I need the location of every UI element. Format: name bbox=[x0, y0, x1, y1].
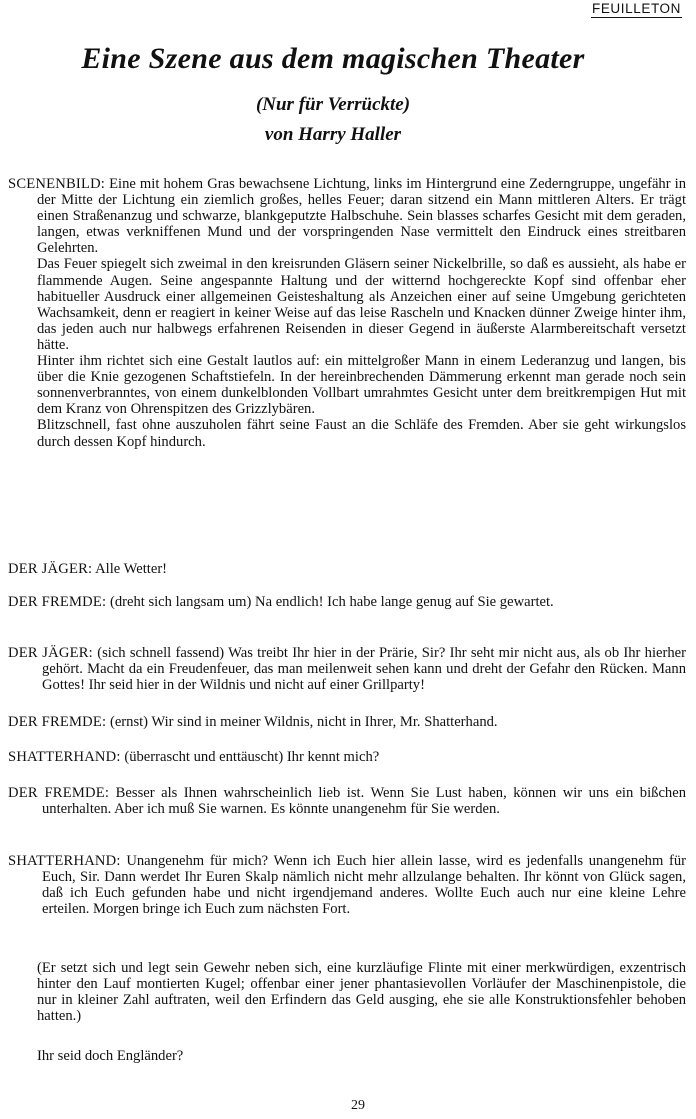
scene-text-1: Eine mit hohem Gras bewachsene Lichtung, links im Hintergrund eine Zederngruppe, ungefähr in der Mitte der Lichtung ein ziemlich großes, helles Feuer; daran sitzend ein Mann mittleren Alters. Er trägt einen Straßenanzug und schwarze, blankgeputzte Halbschuhe. Sein blasses scharfes Gesicht mit dem geraden, langen, etwas verkniffenen Mund und der vorspringenden Nase vermittelt den Eindruck eines streitbaren Gelehrten. bbox=[37, 176, 686, 257]
speaker: SHATTERHAND: bbox=[8, 749, 121, 765]
scene-paragraph-2: Das Feuer spiegelt sich zweimal in den kreisrunden Gläsern seiner Nickelbrille, so daß es aussieht, als habe er flammende Augen. Seine angespannte Haltung und der witternd hochgereckte Kopf sind offenbar eher habitueller Ausdruck einer allgemeinen Geisteshaltung als Anzeichen einer auf seine Umgebung gerichteten Wachsamkeit, denn er reagiert in keiner Weise auf das leise Rascheln und Knacken dünner Zweige hinter ihm, das jeden auch nur halbwegs erfahrenen Reisenden in dieser Gegend in äußerste Alarmbereitschaft versetzt hätte. bbox=[37, 256, 686, 353]
stage-direction: (Er setzt sich und legt sein Gewehr neben sich, eine kurzläufige Flinte mit einer merkwürdigen, exzentrisch hinter den Lauf montierten Kugel; offenbar einer jener phantasievollen Vorläufer der Maschinenpistole, die nur in kleiner Zahl auftraten, weil den Erfindern das Geld ausging, ehe sie alle Konstruktionsfehler behoben hatten.) bbox=[37, 960, 686, 1025]
speaker: DER FREMDE: bbox=[8, 714, 107, 730]
speaker: DER JÄGER: bbox=[8, 561, 93, 577]
scene-label: SCENENBILD: bbox=[8, 176, 106, 192]
speaker: DER FREMDE: bbox=[8, 594, 107, 610]
speech: Alle Wetter! bbox=[95, 561, 168, 577]
speech: (sich schnell fassend) Was treibt Ihr hier in der Prärie, Sir? Ihr seht mir nicht aus, als ob Ihr hierher gehört. Macht da ein Freudenfeuer, das man meilenweit sehen kann und dreht der Gefahr den Rücken. Mann Gottes! Ihr seid hier in der Wildnis und nicht auf einer Grillparty! bbox=[42, 645, 687, 694]
dialogue-line-6 bbox=[8, 785, 686, 817]
speaker: DER FREMDE: bbox=[8, 785, 110, 801]
speech: (überrascht und enttäuscht) Ihr kennt mich? bbox=[124, 749, 380, 765]
speaker: DER JÄGER: bbox=[8, 645, 93, 661]
page-number: 29 bbox=[351, 1098, 365, 1113]
article-byline: von Harry Haller bbox=[264, 124, 402, 145]
dialogue-line-4 bbox=[8, 714, 686, 730]
section-label: FEUILLETON bbox=[591, 1, 681, 16]
speech: (dreht sich langsam um) Na endlich! Ich habe lange genug auf Sie gewartet. bbox=[109, 594, 554, 610]
scene-description bbox=[8, 176, 686, 450]
scene-paragraph-4: Blitzschnell, fast ohne auszuholen fährt seine Faust an die Schläfe des Fremden. Aber sie geht wirkungslos durch dessen Kopf hindurch. bbox=[37, 417, 686, 450]
speaker: SHATTERHAND: bbox=[8, 853, 121, 869]
dialogue-line-3 bbox=[8, 645, 686, 693]
speech: (ernst) Wir sind in meiner Wildnis, nicht in Ihrer, Mr. Shatterhand. bbox=[109, 714, 498, 730]
dialogue-line-1 bbox=[8, 561, 686, 577]
speech: Unangenehm für mich? Wenn ich Euch hier allein lasse, wird es jedenfalls unangenehm für Euch, Sir. Dann werdet Ihr Euren Skalp nämlich nicht mehr allzulange behalten. Ihr könnt von Glück sagen, daß ich Euch gefunden habe und nicht irgendjemand anderes. Wollte Euch auch nur eine kleine Lehre erteilen. Morgen bringe ich Euch zum nächsten Fort. bbox=[42, 853, 686, 918]
scene-paragraph-3: Hinter ihm richtet sich eine Gestalt lautlos auf: ein mittelgroßer Mann in einem Lederanzug und langen, bis über die Knie gezogenen Schaftstiefeln. In der hereinbrechenden Dämmerung erkennt man gerade noch sein sonnenverbranntes, von einem dunkelblonden Vollbart umrahmtes Gesicht unter dem breitkrempigen Hut mit dem Kranz von Ohrenspitzen des Grizzlybären. bbox=[37, 353, 686, 418]
speech: Besser als Ihnen wahrscheinlich lieb ist. Wenn Sie Lust haben, können wir uns ein bißchen unterhalten. Aber ich muß Sie warnen. Es könnte unangenehm für Sie werden. bbox=[42, 785, 686, 818]
scene-paragraph-1 bbox=[8, 176, 686, 257]
dialogue-line-7 bbox=[8, 853, 686, 917]
article-subtitle: (Nur für Verrückte) bbox=[255, 94, 411, 115]
dialogue-line-2 bbox=[8, 594, 686, 610]
dialogue-line-5 bbox=[8, 749, 686, 765]
closing-line: Ihr seid doch Engländer? bbox=[37, 1048, 184, 1064]
article-title: Eine Szene aus dem magischen Theater bbox=[81, 42, 585, 75]
